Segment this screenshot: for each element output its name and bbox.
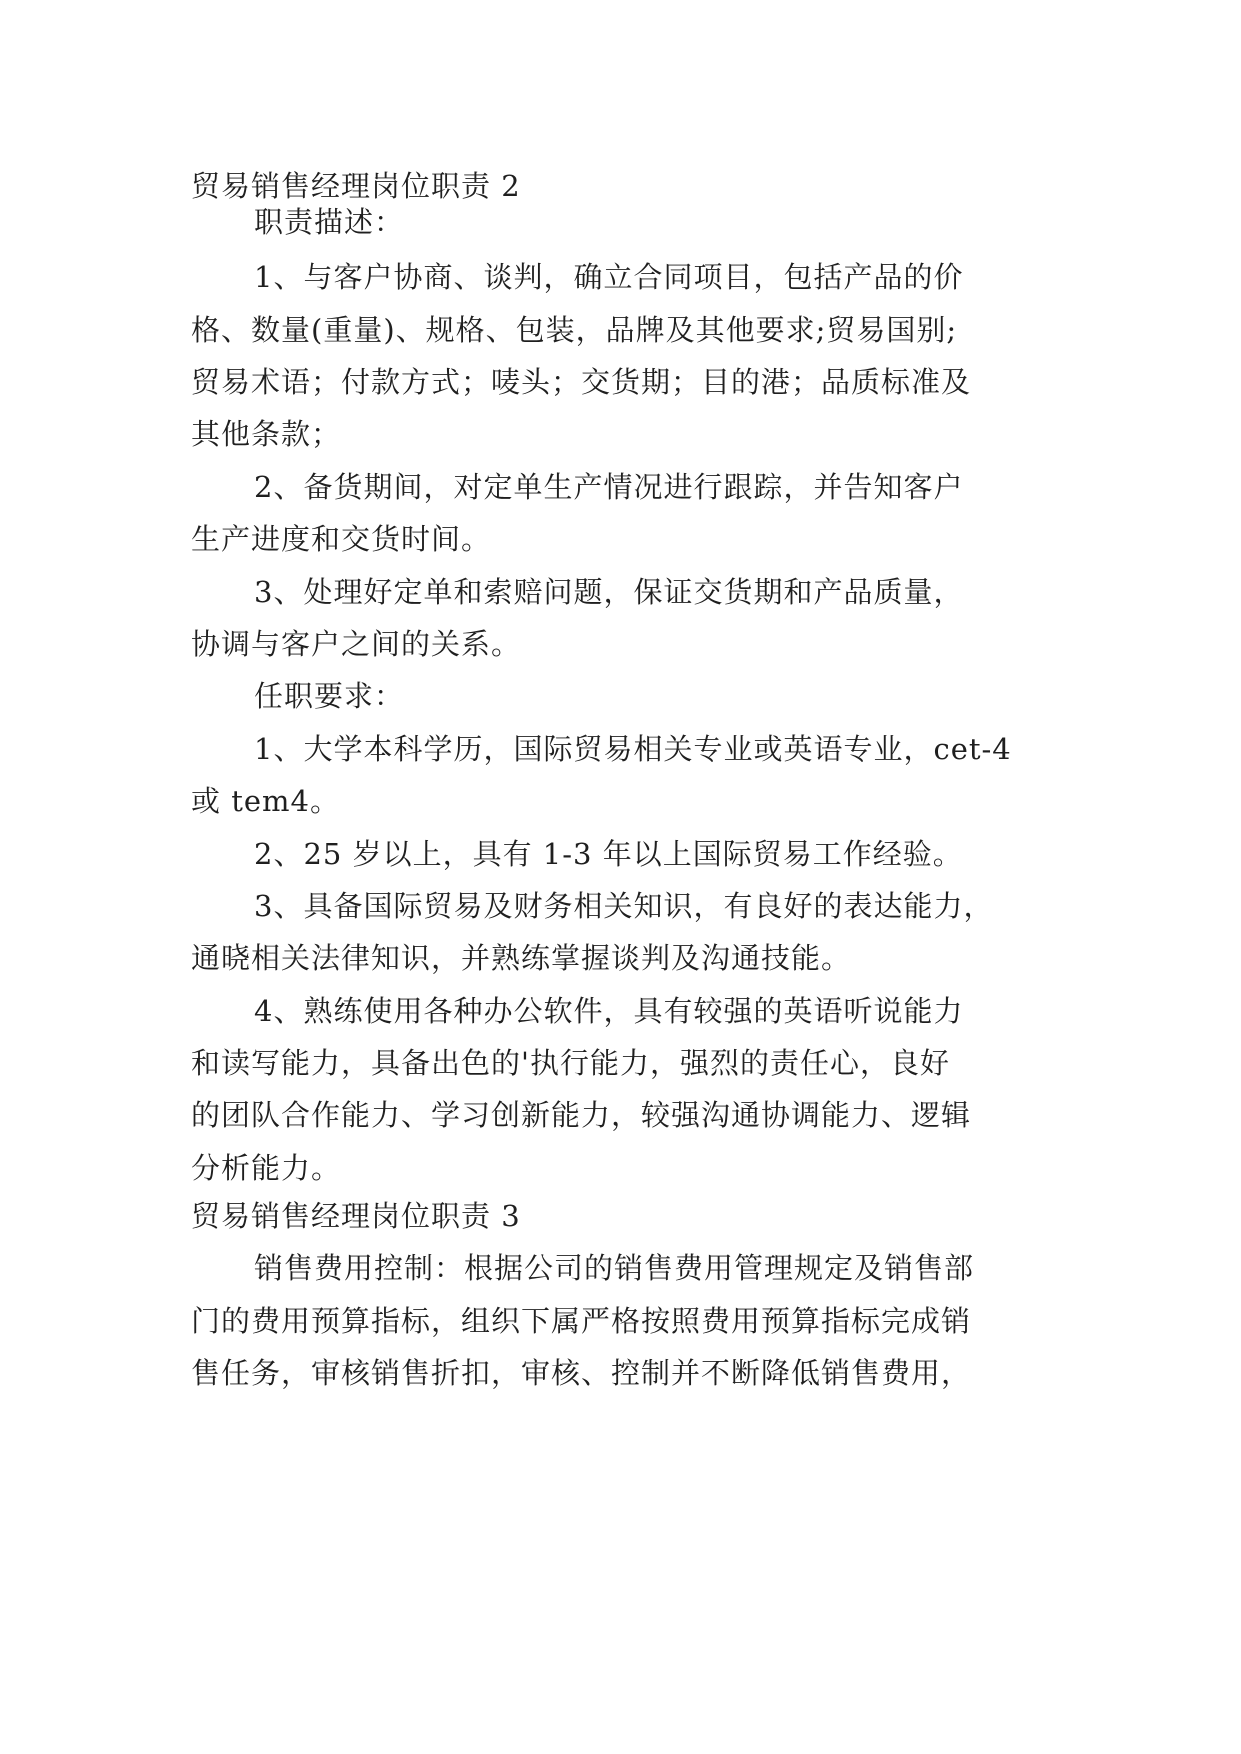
paragraph-line: 门的费用预算指标，组织下属严格按照费用预算指标完成销: [191, 1304, 972, 1338]
section-heading-3: 贸易销售经理岗位职责 3: [191, 1199, 521, 1233]
paragraph-line: 1、大学本科学历，国际贸易相关专业或英语专业，cet-4: [254, 732, 1012, 766]
paragraph-line: 或 tem4。: [191, 784, 340, 818]
paragraph-line: 的团队合作能力、学习创新能力，较强沟通协调能力、逻辑: [191, 1098, 972, 1132]
paragraph-line: 3、处理好定单和索赔问题，保证交货期和产品质量，: [254, 575, 964, 609]
duty-description-heading: 职责描述：: [254, 205, 405, 239]
paragraph-line: 4、熟练使用各种办公软件，具有较强的英语听说能力: [254, 994, 964, 1028]
paragraph-line: 其他条款；: [191, 417, 342, 451]
paragraph-line: 格、数量(重量)、规格、包装，品牌及其他要求;贸易国别;: [191, 313, 958, 347]
paragraph-line: 协调与客户之间的关系。: [191, 627, 522, 661]
paragraph-line: 贸易术语；付款方式；唛头；交货期；目的港；品质标准及: [191, 365, 972, 399]
paragraph-line: 1、与客户协商、谈判，确立合同项目，包括产品的价: [254, 260, 964, 294]
paragraph-line: 2、25 岁以上，具有 1-3 年以上国际贸易工作经验。: [254, 837, 963, 871]
paragraph-line: 3、具备国际贸易及财务相关知识，有良好的表达能力，: [254, 889, 994, 923]
paragraph-line: 2、备货期间，对定单生产情况进行跟踪，并告知客户: [254, 470, 964, 504]
section-heading-2: 贸易销售经理岗位职责 2: [191, 169, 521, 203]
paragraph-line: 和读写能力，具备出色的'执行能力，强烈的责任心，良好: [191, 1046, 950, 1080]
paragraph-line: 销售费用控制：根据公司的销售费用管理规定及销售部: [254, 1251, 975, 1285]
paragraph-line: 通晓相关法律知识，并熟练掌握谈判及沟通技能。: [191, 941, 852, 975]
paragraph-line: 生产进度和交货时间。: [191, 522, 492, 556]
paragraph-line: 售任务，审核销售折扣，审核、控制并不断降低销售费用，: [191, 1356, 972, 1390]
requirements-heading: 任职要求：: [254, 679, 405, 713]
paragraph-line: 分析能力。: [191, 1151, 342, 1185]
